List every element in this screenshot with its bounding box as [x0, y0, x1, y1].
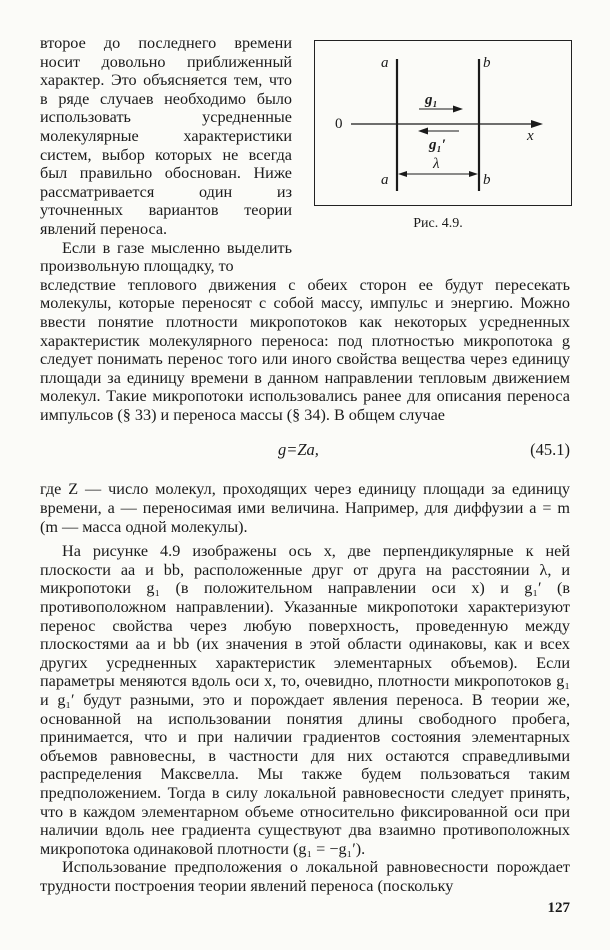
paragraph-2: вследствие теплового движения с обеих сторон ее будут пересекать молекулы, которые переносят с собой массу, импульс и энергию. Можно ввести понятие плотности микропотоков как некоторых усредненных характеристик молекулярного переноса: под плотностью микропотока g следует понимать перенос того или иного свойства вещества через единицу площади за единицу времени в данном направлении тепловым движением молекул. Такие микропотоки использовались ранее для описания переноса импульсов (§ 33) и переноса массы (§ 34). В общем случае	[40, 275, 570, 424]
figure-caption: Рис. 4.9.	[413, 216, 463, 231]
label-a-bottom: a	[381, 172, 389, 188]
label-origin: 0	[335, 116, 343, 132]
formula-number: (45.1)	[530, 440, 570, 460]
paragraph-5: Использование предположения о локальной равновесности порождает трудности построения теории явлений переноса (поскольку	[40, 858, 570, 895]
page-number: 127	[547, 900, 570, 916]
label-x-axis: x	[527, 128, 534, 144]
paragraph-3: где Z — число молекул, проходящих через единицу площади за единицу времени, a — переносимая ими величина. Например, для диффузии a = m (m — масса одной молекулы).	[40, 480, 570, 536]
label-g1: g₁	[425, 92, 438, 108]
paragraph-2-start: Если в газе мысленно выделить произвольную площадку, то	[40, 238, 292, 276]
label-a-top: a	[381, 55, 389, 71]
formula-45-1	[40, 424, 570, 480]
label-lambda: λ	[433, 156, 440, 172]
label-b-top: b	[483, 55, 491, 71]
label-b-bottom: b	[483, 172, 491, 188]
page-body	[40, 34, 570, 896]
paragraph-1: второе до последнего времени носит довольно приближенный характер. Это объясняется тем, что в ряде случаев необходимо было использовать усредненные молекулярные характеристики систем, выбор которых не всегда был правильно обоснован. Ниже рассматривается один из уточненных вариантов теории явлений переноса.	[40, 34, 292, 238]
label-g1p: g₁′	[429, 137, 446, 153]
formula-expression: g=Za,	[278, 440, 319, 460]
paragraph-4: На рисунке 4.9 изображены ось x, две перпендикулярные к ней плоскости aa и bb, расположенные друг от друга на расстоянии λ, и микропотоки g₁ (в положительном направлении оси x) и g₁′ (в противоположном направлении). Указанные микропотоки характеризуют перенос свойства через любую поверхность, проведенную между плоскостями aa и bb (их значения в этой области одинаковы, как и всех других усредненных характеристик элементарных объемов). Если параметры меняются вдоль оси x, то, очевидно, плотности микропотоков g₁ и g₁′ будут разными, это и порождает явления переноса. В теории же, основанной на использовании понятия длины свободного пробега, принимается, что и при наличии градиентов состояния элементарных объемов равновесны, в частности для них остаются справедливыми распределения Максвелла. Мы также будем пользоваться таким предположением. Тогда в силу локальной равновесности следует принять, что в каждом элементарном объеме относительно фиксированной оси при наличии вдоль нее градиента существуют два взаимно противоположных микропотока одинаковой плотности (g₁ = −g₁′).	[40, 542, 570, 858]
